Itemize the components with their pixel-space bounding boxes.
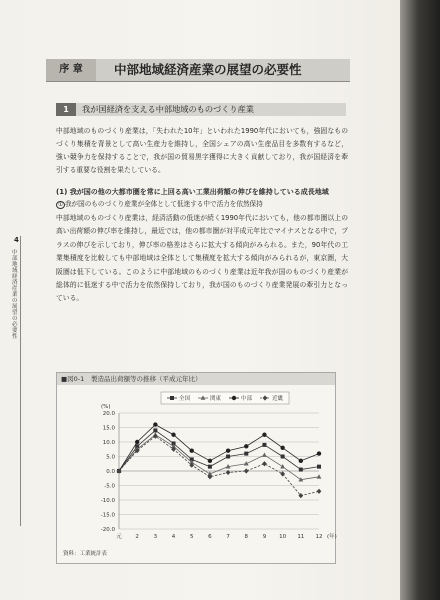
y-tick-label: 20.0 (102, 411, 115, 417)
legend-label: 関東 (210, 396, 222, 402)
data-point (226, 455, 230, 459)
y-tick-label: 5.0 (106, 454, 115, 461)
y-tick-label: -10.0 (100, 498, 115, 504)
x-tick-label: 3 (153, 534, 158, 540)
x-tick-label: 12 (315, 534, 323, 540)
data-point (226, 449, 230, 453)
x-tick-label: 4 (171, 534, 176, 540)
series-line (119, 430, 319, 471)
data-point (317, 474, 322, 478)
y-tick-label: -5.0 (104, 483, 115, 490)
book-gutter-shadow (400, 0, 440, 600)
data-point (317, 489, 322, 494)
subheading-2 (56, 199, 263, 210)
data-point (262, 461, 267, 466)
figure-title: 製造品出荷額等の推移（平成元年比） (91, 375, 202, 383)
legend-label: 全国 (179, 396, 191, 402)
x-tick-label: 10 (279, 534, 287, 540)
data-point (281, 455, 285, 459)
section-title: 我が国経済を支える中部地域のものづくり産業 (82, 104, 254, 114)
y-tick-label: 10.0 (102, 440, 115, 446)
y-tick-label: 15.0 (102, 425, 115, 432)
line-chart (57, 387, 335, 547)
data-point (244, 452, 248, 456)
data-point (317, 451, 321, 455)
data-point (208, 465, 212, 469)
data-point (280, 446, 284, 450)
section-header (56, 103, 346, 116)
x-tick-label: 8 (244, 534, 249, 540)
figure-source: 資料：工業統計表 (63, 551, 108, 557)
section-number: 1 (56, 103, 76, 116)
series-line (119, 425, 319, 471)
data-point (262, 452, 267, 456)
data-point (299, 459, 303, 463)
chapter-header (46, 59, 350, 82)
x-tick-label: 9 (262, 534, 267, 540)
data-point (262, 443, 266, 447)
page-number: 4 (14, 236, 19, 244)
figure-header (57, 373, 335, 385)
x-axis-label: (年) (327, 534, 337, 540)
figure (56, 372, 336, 564)
paragraph-2: 中部地域のものづくり産業は，経済活動の低迷が続く1990年代においても，他の都市圏以上の高い出荷額の伸び率を維持し，最近では，他の都市圏が対平成元年比でマイナスとなる中で，プラスの伸びを示しており，伸び率の格差はさらに拡大する傾向がみられる。また，90年代の工業集積度を比較しても中部地域は全体として集積度を拡大する傾向がみられるが，東京圏，大阪圏は低下している。このように中部地域のものづくり産業は近年我が国のものづくり産業が総体的に低迷する中で活力を依然保持しており，我が国のものづくり産業発展の牽引力となっている。 (56, 214, 348, 303)
x-tick-label: 11 (297, 534, 305, 540)
subheading-2-text: 我が国のものづくり産業が全体として低迷する中で活力を依然保持 (64, 200, 263, 208)
x-tick-label: 2 (135, 534, 139, 540)
y-axis-label: (%) (101, 404, 111, 410)
data-point (190, 449, 194, 453)
data-point (135, 440, 139, 444)
data-point (244, 444, 248, 448)
paragraph-1: 中部地域のものづくり産業は，「失われた10年」といわれた1990年代においても，強固なものづくり集積を背景として高い生産力を維持し，全国シェアの高い生産品目を多数有するなど，強い競争力を保持することで，我が国の貿易黒字獲得に大きく貢献しており，我が国経済を牽引する重要な役割を果たしている。 (56, 127, 348, 174)
data-point (317, 465, 321, 469)
x-tick-label: 7 (226, 534, 230, 540)
chapter-tag: 序 章 (46, 59, 96, 81)
data-point (244, 468, 249, 473)
figure-tag: ■図0-1 (61, 375, 85, 383)
data-point (226, 470, 231, 475)
subheading-1: (1) 我が国の他の大都市圏を常に上回る高い工業出荷額の伸びを維持している成長地域 (56, 188, 329, 196)
subheading-2-number: ① (58, 202, 63, 208)
legend-marker (232, 396, 236, 400)
legend-label: 近畿 (272, 396, 284, 402)
data-point (153, 422, 157, 426)
chapter-title: 中部地域経済産業の展望の必要性 (114, 62, 302, 77)
data-point (171, 433, 175, 437)
y-tick-label: 0.0 (106, 469, 115, 475)
y-tick-label: -15.0 (100, 512, 115, 519)
y-tick-label: -20.0 (100, 527, 115, 533)
data-point (299, 468, 303, 472)
x-tick-label: 元 (116, 534, 122, 540)
legend-marker (170, 396, 174, 400)
x-tick-label: 5 (189, 534, 194, 540)
x-tick-label: 6 (208, 534, 212, 540)
running-header: 中部地域経済産業の展望の必要性 (12, 250, 18, 340)
data-point (280, 464, 285, 468)
margin-rule (20, 236, 21, 526)
legend-label: 中部 (241, 396, 253, 402)
data-point (208, 459, 212, 463)
series-line (119, 436, 319, 495)
data-point (262, 433, 266, 437)
data-point (153, 428, 157, 432)
